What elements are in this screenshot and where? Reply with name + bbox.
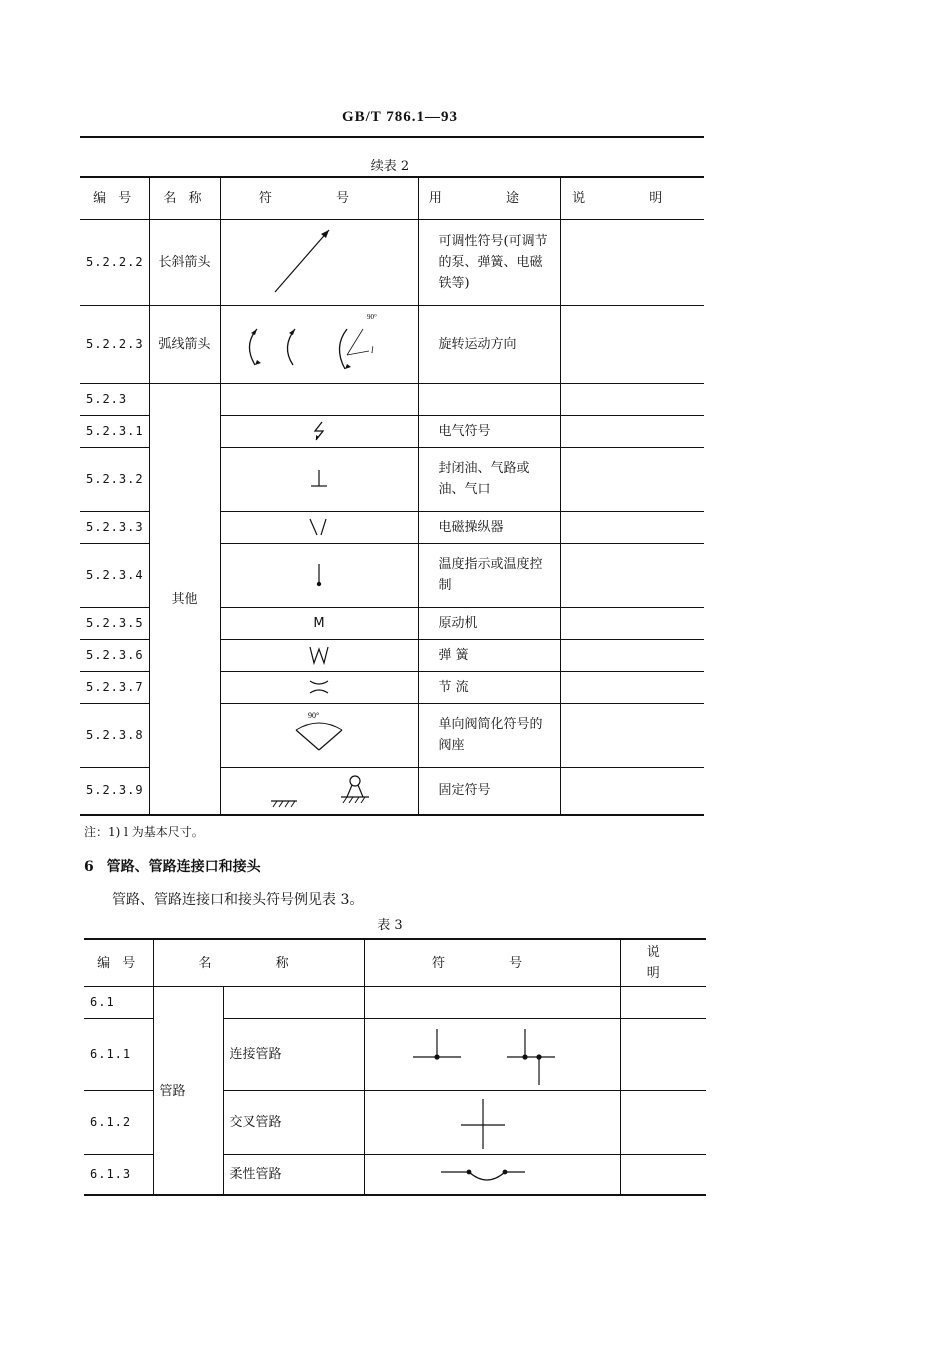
row-note [620, 987, 706, 1019]
long-oblique-arrow-icon [220, 219, 418, 305]
row-usage: 封闭油、气路或油、气口 [418, 447, 560, 511]
row-note [560, 703, 704, 767]
table2-caption: 续表 2 [370, 159, 410, 174]
row-note [560, 447, 704, 511]
temperature-indicator-icon [220, 543, 418, 607]
table-row [84, 987, 706, 1019]
col-header-code: 编 号 [84, 939, 153, 987]
table3-header-row [84, 939, 706, 987]
row-note [560, 607, 704, 639]
row-code: 5.2.3 [80, 383, 149, 415]
table3 [84, 938, 706, 1196]
row-note [620, 1019, 706, 1091]
row-usage: 可调性符号(可调节的泵、弹簧、电磁铁等) [418, 219, 560, 305]
header-rule [80, 136, 704, 138]
col-header-note: 说 明 [620, 939, 706, 987]
row-code: 5.2.3.7 [80, 671, 149, 703]
table3-caption: 表 3 [377, 918, 403, 933]
angle-label: 90° [366, 313, 377, 321]
col-header-name: 名 称 [149, 177, 220, 219]
row-subname [223, 987, 364, 1019]
row-code: 5.2.3.5 [80, 607, 149, 639]
row-code: 6.1.2 [84, 1091, 153, 1155]
spring-icon [220, 639, 418, 671]
solenoid-actuator-icon [220, 511, 418, 543]
row-code: 5.2.3.1 [80, 415, 149, 447]
row-code: 6.1.1 [84, 1019, 153, 1091]
row-code: 6.1 [84, 987, 153, 1019]
table2-header-row [80, 177, 704, 219]
col-header-code: 编 号 [80, 177, 149, 219]
row-usage: 原动机 [418, 607, 560, 639]
arc-arrows-icon [220, 305, 418, 383]
row-usage: 单向阀简化符号的阀座 [418, 703, 560, 767]
col-header-symbol: 符 号 [220, 177, 418, 219]
document-header: GB/T 786.1—93 [341, 109, 459, 125]
angle-label: 90° [308, 711, 320, 720]
body-paragraph: 管路、管路连接口和接头符号例见表 3。 [112, 892, 364, 908]
row-name: 其他 [149, 383, 220, 815]
row-subname: 连接管路 [223, 1019, 364, 1091]
closed-port-icon [220, 447, 418, 511]
section-heading [84, 856, 261, 876]
row-usage: 固定符号 [418, 767, 560, 815]
row-usage: 节 流 [418, 671, 560, 703]
row-code: 5.2.2.3 [80, 305, 149, 383]
row-note [620, 1091, 706, 1155]
connected-pipes-icon [364, 1019, 620, 1091]
crossing-pipes-icon [364, 1091, 620, 1155]
row-symbol [220, 383, 418, 415]
col-header-name: 名 称 [153, 939, 364, 987]
flexible-pipe-icon [364, 1155, 620, 1195]
row-note [560, 305, 704, 383]
row-code: 6.1.3 [84, 1155, 153, 1195]
row-subname: 柔性管路 [223, 1155, 364, 1195]
throttle-icon [220, 671, 418, 703]
row-usage: 旋转运动方向 [418, 305, 560, 383]
row-name: 弧线箭头 [149, 305, 220, 383]
row-note [560, 219, 704, 305]
table-row [80, 383, 704, 415]
fixed-ground-icon [220, 767, 418, 815]
row-note [560, 767, 704, 815]
row-usage: 弹 簧 [418, 639, 560, 671]
row-usage: 电气符号 [418, 415, 560, 447]
row-name: 管路 [153, 987, 223, 1195]
row-note [560, 511, 704, 543]
valve-seat-icon [220, 703, 418, 767]
row-code: 5.2.3.6 [80, 639, 149, 671]
row-code: 5.2.3.4 [80, 543, 149, 607]
row-name: 长斜箭头 [149, 219, 220, 305]
col-header-note: 说 明 [560, 177, 704, 219]
row-note [560, 639, 704, 671]
electric-zigzag-icon [220, 415, 418, 447]
prime-mover-icon [220, 607, 418, 639]
footnote: 注：1) l 为基本尺寸。 [84, 825, 204, 839]
table-row [80, 305, 704, 383]
row-symbol [364, 987, 620, 1019]
row-code: 5.2.2.2 [80, 219, 149, 305]
row-note [560, 543, 704, 607]
row-usage: 电磁操纵器 [418, 511, 560, 543]
row-note [560, 671, 704, 703]
row-code: 5.2.3.3 [80, 511, 149, 543]
row-note [560, 415, 704, 447]
row-code: 5.2.3.8 [80, 703, 149, 767]
row-note [620, 1155, 706, 1195]
col-header-symbol: 符 号 [364, 939, 620, 987]
col-header-usage: 用 途 [418, 177, 560, 219]
prime-mover-letter: M [313, 615, 325, 631]
row-code: 5.2.3.2 [80, 447, 149, 511]
row-usage: 温度指示或温度控制 [418, 543, 560, 607]
table-row [80, 219, 704, 305]
section-title: 管路、管路连接口和接头 [106, 859, 261, 875]
row-note [560, 383, 704, 415]
row-code: 5.2.3.9 [80, 767, 149, 815]
section-number: 6 [84, 859, 94, 875]
row-subname: 交叉管路 [223, 1091, 364, 1155]
row-usage [418, 383, 560, 415]
length-label: l [370, 345, 374, 355]
table2 [80, 176, 704, 816]
